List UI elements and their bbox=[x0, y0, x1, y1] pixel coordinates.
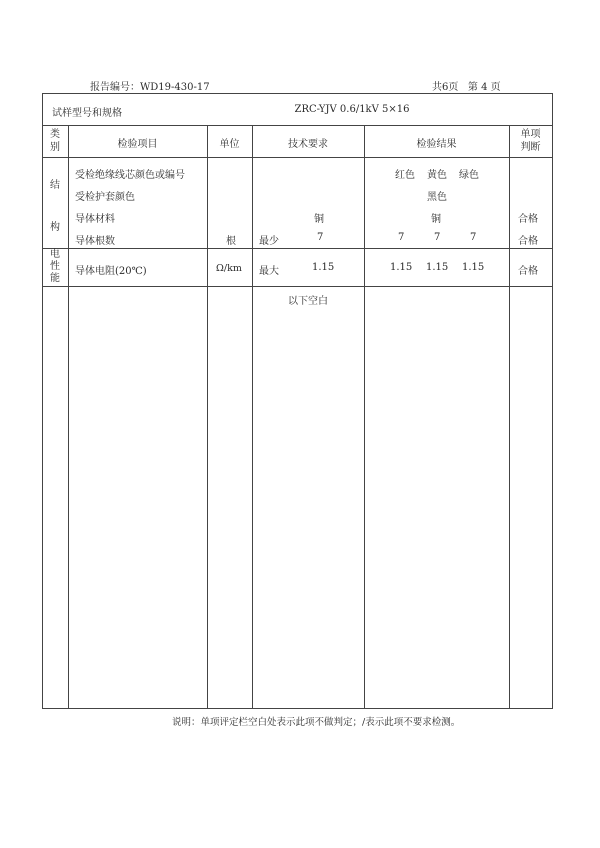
row-conductor-count-req-value: 7 bbox=[317, 232, 324, 243]
row-core-color-item: 受检绝缘线芯颜色或编号 bbox=[75, 170, 185, 181]
row-conductor-count-result-1: 7 bbox=[398, 232, 405, 243]
row-resistance-verdict: 合格 bbox=[518, 266, 538, 277]
blank-note: 以下空白 bbox=[288, 296, 328, 307]
row-resistance-result-1: 1.15 bbox=[390, 262, 413, 273]
page-current: 第 4 页 bbox=[467, 82, 501, 93]
row-sheath-color-result: 黑色 bbox=[427, 192, 447, 203]
header-unit: 单位 bbox=[219, 139, 240, 150]
row-conductor-count-result-2: 7 bbox=[434, 232, 441, 243]
report-number-value: WD19-430-17 bbox=[140, 82, 210, 93]
category-electrical: 电 性 能 bbox=[50, 249, 60, 284]
row-resistance-req-prefix: 最大 bbox=[259, 266, 279, 277]
header-requirement: 技术要求 bbox=[288, 139, 328, 150]
row-conductor-count-unit: 根 bbox=[226, 236, 236, 247]
report-number bbox=[90, 78, 210, 93]
row-conductor-material-item: 导体材料 bbox=[75, 214, 115, 225]
row-resistance-unit: Ω/km bbox=[216, 263, 242, 274]
footer-note: 说明：单项评定栏空白处表示此项不做判定；/表示此项不要求检测。 bbox=[172, 717, 461, 728]
row-core-color-result-2: 黄色 bbox=[427, 170, 447, 181]
page-counter bbox=[432, 78, 501, 93]
row-resistance-result-3: 1.15 bbox=[462, 262, 485, 273]
header-item: 检验项目 bbox=[117, 139, 158, 150]
row-core-color-result-1: 红色 bbox=[395, 170, 415, 181]
row-sheath-color-item: 受检护套颜色 bbox=[75, 192, 135, 203]
row-conductor-count-verdict: 合格 bbox=[518, 236, 538, 247]
row-resistance-req-value: 1.15 bbox=[312, 262, 335, 273]
row-conductor-material-verdict: 合格 bbox=[518, 214, 538, 225]
header-result: 检验结果 bbox=[416, 139, 457, 150]
row-conductor-material-result: 铜 bbox=[431, 214, 441, 225]
header-verdict: 单项 判断 bbox=[520, 129, 541, 153]
pages-total: 共6页 bbox=[432, 82, 459, 93]
row-conductor-count-item: 导体根数 bbox=[75, 236, 115, 247]
header-category: 类 别 bbox=[50, 129, 60, 153]
row-core-color-result-3: 绿色 bbox=[459, 170, 479, 181]
row-resistance-item: 导体电阻(20℃) bbox=[75, 266, 147, 277]
row-conductor-count-result-3: 7 bbox=[470, 232, 477, 243]
report-number-label: 报告编号： bbox=[90, 82, 140, 93]
row-conductor-count-req-prefix: 最少 bbox=[259, 236, 279, 247]
category-structure-1: 结 bbox=[50, 180, 60, 191]
sample-value: ZRC-YJV 0.6/1kV 5×16 bbox=[294, 104, 410, 115]
row-conductor-material-req: 铜 bbox=[314, 214, 324, 225]
row-resistance-result-2: 1.15 bbox=[426, 262, 449, 273]
category-structure-2: 构 bbox=[50, 222, 60, 233]
sample-label: 试样型号和规格 bbox=[52, 108, 122, 119]
